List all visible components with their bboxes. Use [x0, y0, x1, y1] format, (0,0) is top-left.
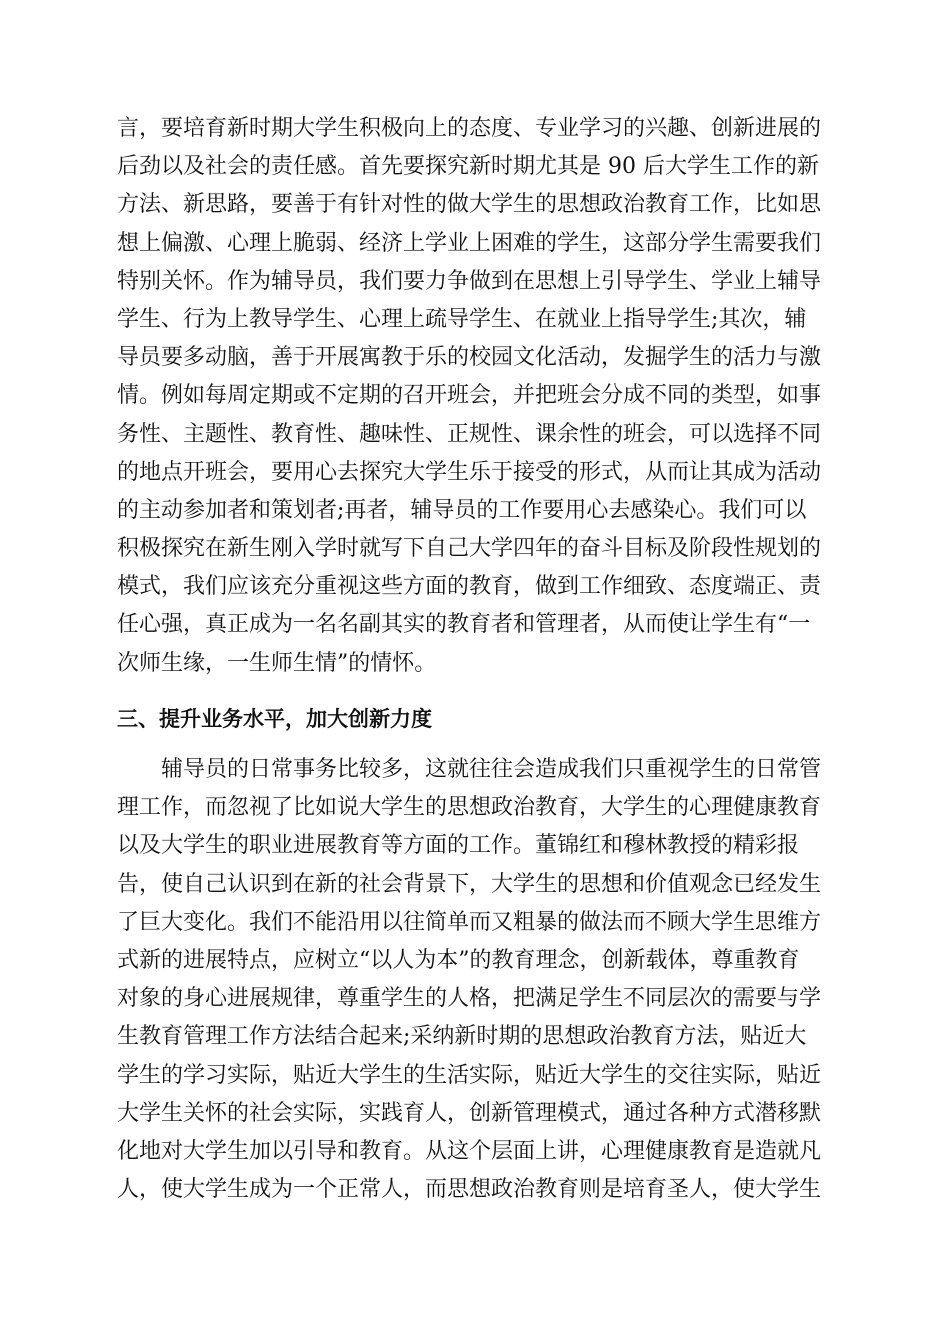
paragraph-line: 务性、主题性、教育性、趣味性、正规性、课余性的班会，可以选择不同	[117, 421, 822, 447]
paragraph-line: 以及大学生的职业进展教育等方面的工作。董锦红和穆林教授的精彩报	[117, 833, 800, 859]
paragraph-line: 次师生缘，一生师生情”的情怀。	[117, 650, 437, 676]
paragraph-line: 化地对大学生加以引导和教育。从这个层面上讲，心理健康教育是造就凡	[117, 1138, 822, 1164]
paragraph-section3	[117, 751, 837, 1209]
paragraph-line: 人，使大学生成为一个正常人，而思想政治教育则是培育圣人，使大学生	[117, 1177, 822, 1203]
paragraph-line: 积极探究在新生刚入学时就写下自己大学四年的奋斗目标及阶段性规划的	[117, 536, 822, 562]
paragraph-line: 告，使自己认识到在新的社会背景下，大学生的思想和价值观念已经发生	[117, 871, 822, 897]
paragraph-line: 情。例如每周定期或不定期的召开班会，并把班会分成不同的类型，如事	[117, 383, 822, 409]
paragraph-line: 生教育管理工作方法结合起来;采纳新时期的思想政治教育方法，贴近大	[117, 1024, 807, 1050]
paragraph-line: 导员要多动脑，善于开展寓教于乐的校园文化活动，发掘学生的活力与激	[117, 345, 822, 371]
paragraph-line: 的主动参加者和策划者;再者，辅导员的工作要用心去感染心。我们可以	[117, 497, 807, 523]
paragraph-line: 模式，我们应该充分重视这些方面的教育，做到工作细致、态度端正、责	[117, 574, 822, 600]
paragraph-line: 大学生关怀的社会实际，实践育人，创新管理模式，通过各种方式潜移默	[117, 1100, 822, 1126]
paragraph-line: 言，要培育新时期大学生积极向上的态度、专业学习的兴趣、创新进展的	[117, 116, 822, 141]
paragraph-line: 辅导员的日常事务比较多，这就往往会造成我们只重视学生的日常管	[161, 757, 822, 782]
paragraph-line: 理工作，而忽视了比如说大学生的思想政治教育，大学生的心理健康教育	[117, 795, 822, 821]
paragraph-line: 任心强，真正成为一名名副其实的教育者和管理者，从而使让学生有“一	[117, 612, 811, 638]
paragraph-line: 学生的学习实际，贴近大学生的生活实际，贴近大学生的交往实际，贴近	[117, 1062, 822, 1088]
paragraph-line: 式新的进展特点，应树立“以人为本”的教育理念，创新载体，尊重教育	[117, 947, 800, 973]
paragraph-line: 方法、新思路，要善于有针对性的做大学生的思想政治教育工作，比如思	[117, 192, 822, 218]
paragraph-line: 后劲以及社会的责任感。首先要探究新时期尤其是 90 后大学生工作的新	[117, 154, 819, 180]
paragraph-line: 想上偏激、心理上脆弱、经济上学业上困难的学生，这部分学生需要我们	[117, 230, 822, 256]
section-heading: 三、提升业务水平，加大创新力度	[117, 707, 432, 731]
paragraph-line: 特别关怀。作为辅导员，我们要力争做到在思想上引导学生、学业上辅导	[117, 268, 822, 294]
paragraph-line: 了巨大变化。我们不能沿用以往简单而又粗暴的做法而不顾大学生思维方	[117, 909, 822, 935]
paragraph-line: 对象的身心进展规律，尊重学生的人格，把满足学生不同层次的需要与学	[117, 986, 822, 1012]
paragraph-line: 的地点开班会，要用心去探究大学生乐于接受的形式，从而让其成为活动	[117, 459, 822, 485]
paragraph-continued	[117, 110, 837, 683]
paragraph-line: 学生、行为上教导学生、心理上疏导学生、在就业上指导学生;其次，辅	[117, 306, 807, 332]
